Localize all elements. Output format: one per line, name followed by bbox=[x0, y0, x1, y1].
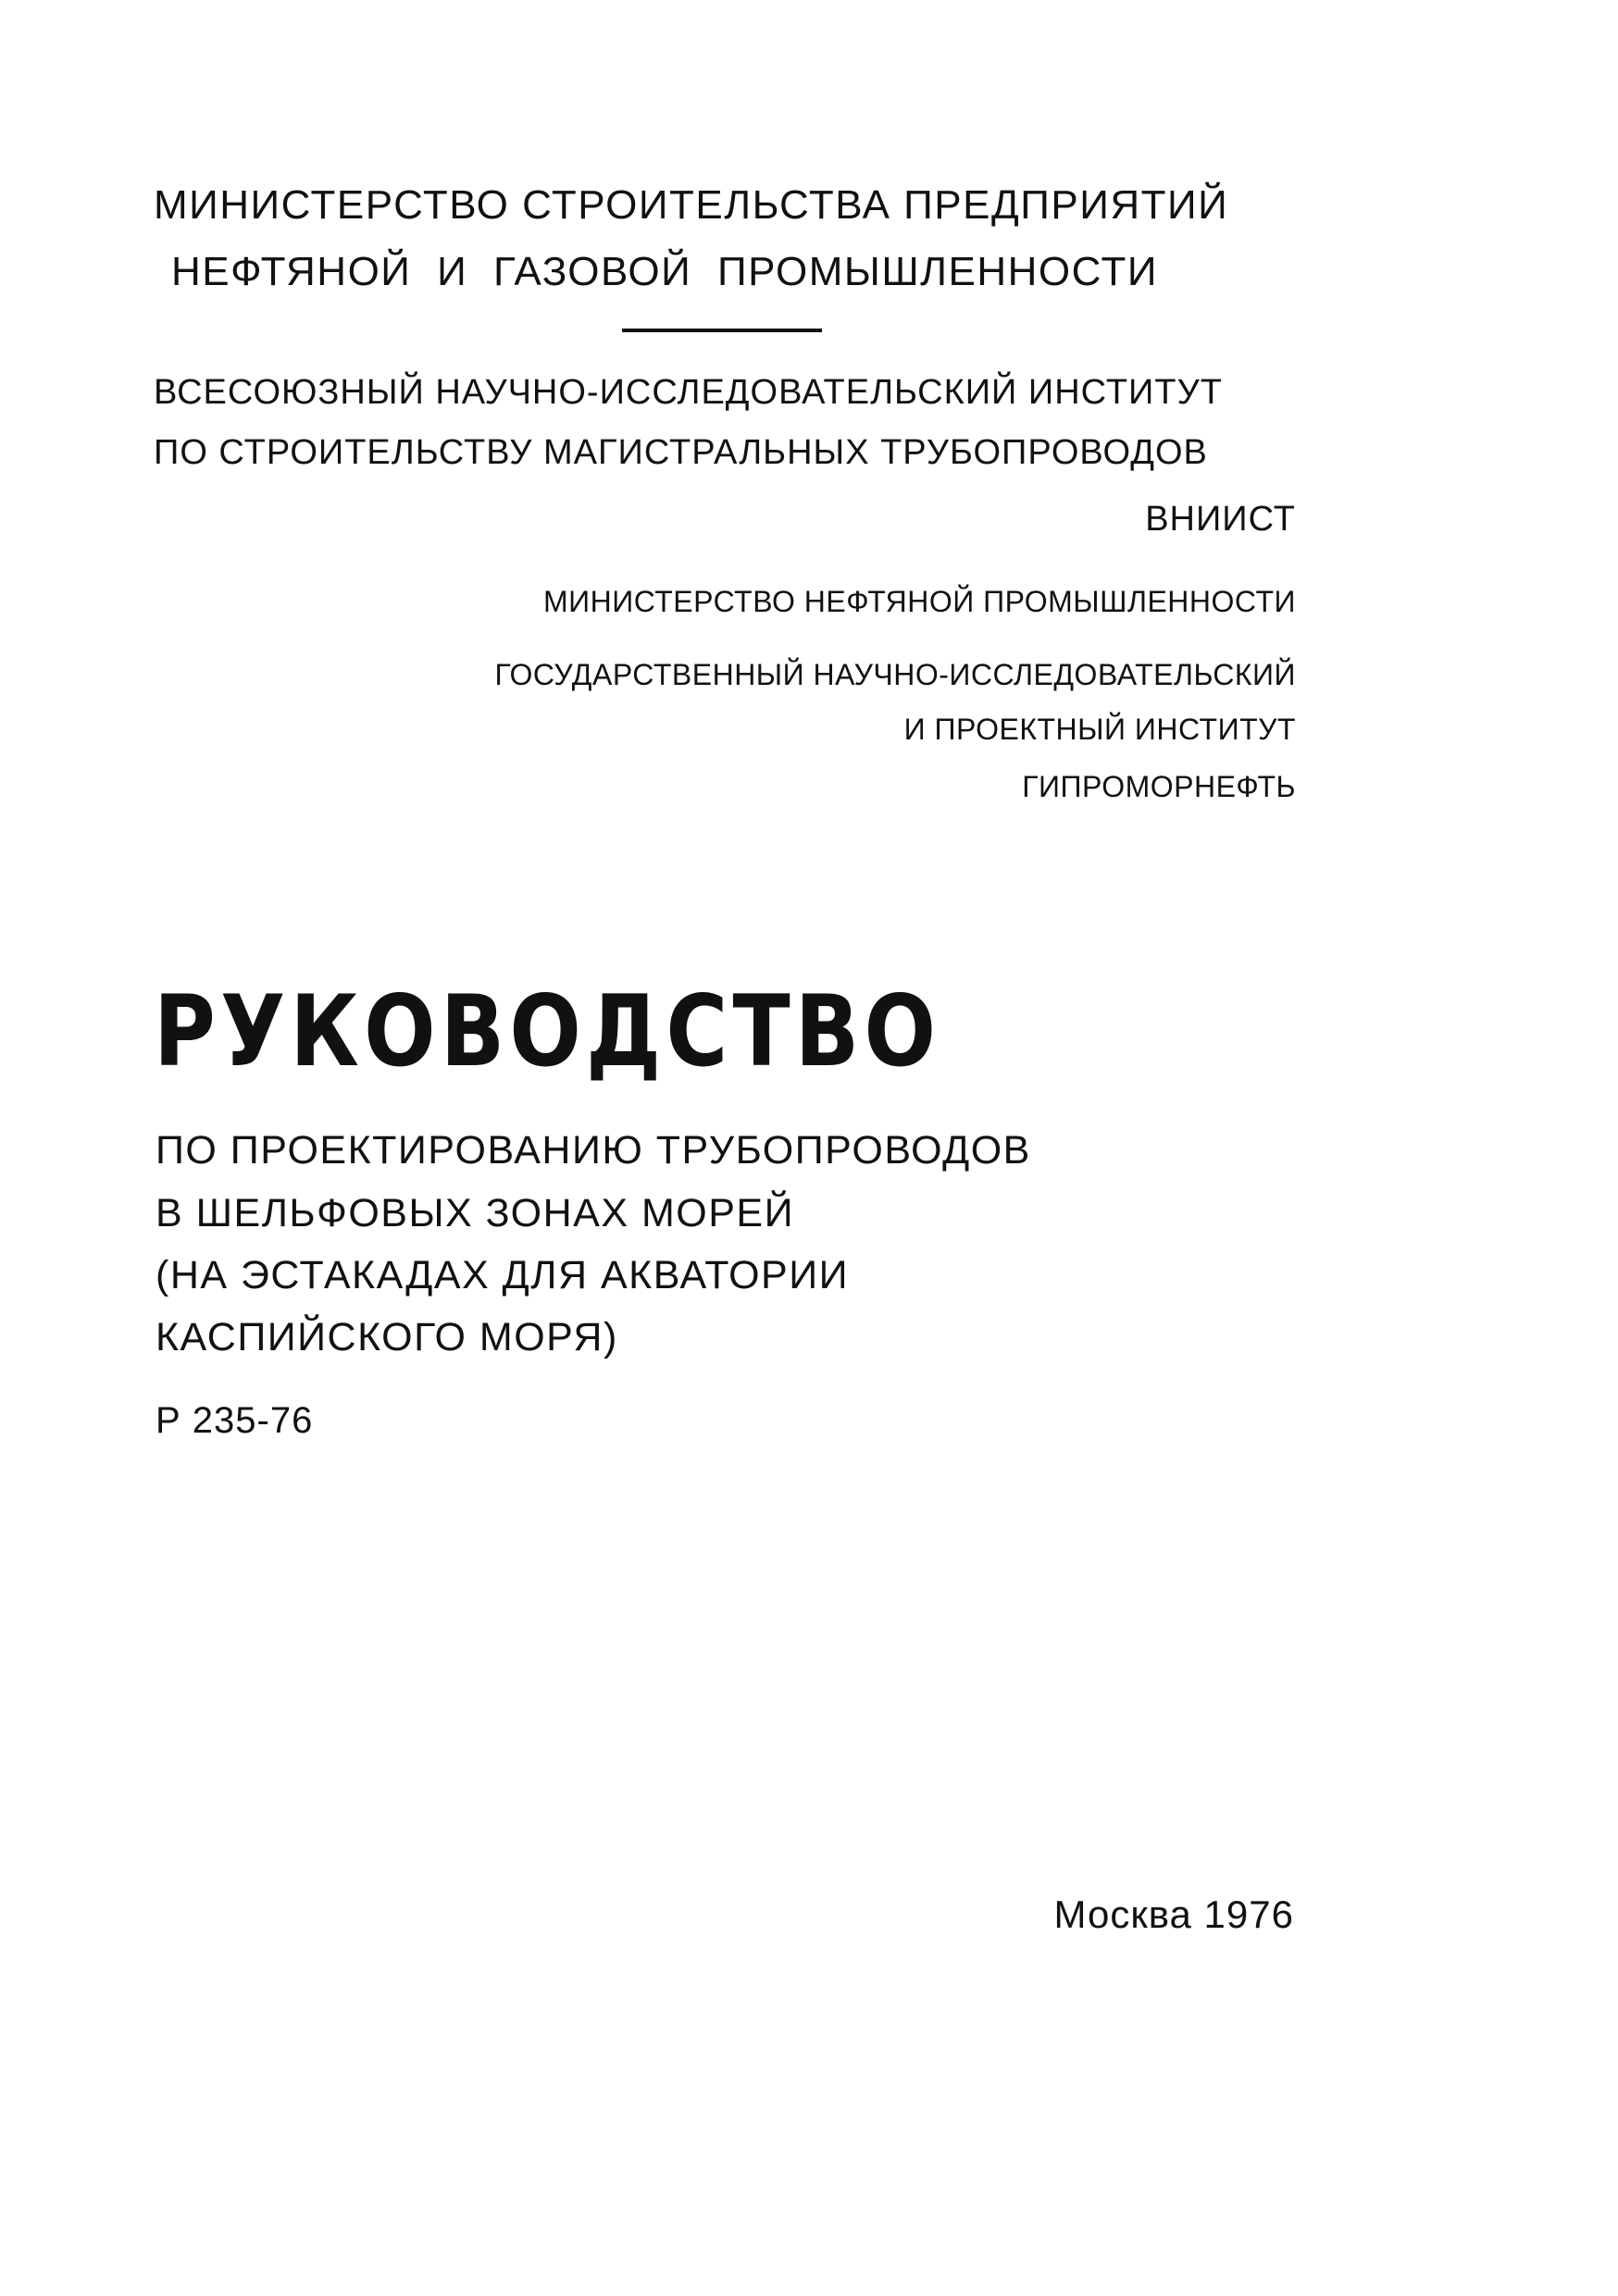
gipromorneft-abbreviation: ГИПРОМОРНЕФТЬ bbox=[1022, 770, 1296, 803]
vniist-name-line-1: ВСЕСОЮЗНЫЙ НАУЧНО-ИССЛЕДОВАТЕЛЬСКИЙ ИНСТИТУТ bbox=[154, 373, 1223, 412]
document-title: РУКОВОДСТВО bbox=[154, 974, 941, 1088]
document-code: Р 235-76 bbox=[156, 1400, 314, 1441]
second-ministry-name: МИНИСТЕРСТВО НЕФТЯНОЙ ПРОМЫШЛЕННОСТИ bbox=[542, 585, 1296, 618]
ministry-name-line-2: НЕФТЯНОЙ И ГАЗОВОЙ ПРОМЫШЛЕННОСТИ bbox=[171, 249, 1158, 294]
ministry-name-line-1: МИНИСТЕРСТВО СТРОИТЕЛЬСТВА ПРЕДПРИЯТИЙ bbox=[154, 182, 1229, 228]
document-subtitle-line-1: ПО ПРОЕКТИРОВАНИЮ ТРУБОПРОВОДОВ bbox=[156, 1128, 1031, 1173]
vniist-abbreviation: ВНИИСТ bbox=[1145, 500, 1296, 539]
gipromorneft-name-line-1: ГОСУДАРСТВЕННЫЙ НАУЧНО-ИССЛЕДОВАТЕЛЬСКИЙ bbox=[494, 658, 1296, 691]
document-subtitle-line-4: КАСПИЙСКОГО МОРЯ) bbox=[156, 1315, 618, 1359]
vniist-name-line-2: ПО СТРОИТЕЛЬСТВУ МАГИСТРАЛЬНЫХ ТРУБОПРОВОДОВ bbox=[154, 433, 1208, 472]
header-divider bbox=[622, 329, 822, 332]
publication-place-year: Москва 1976 bbox=[1053, 1893, 1294, 1936]
gipromorneft-name-line-2: И ПРОЕКТНЫЙ ИНСТИТУТ bbox=[903, 713, 1296, 746]
document-subtitle-line-3: (НА ЭСТАКАДАХ ДЛЯ АКВАТОРИИ bbox=[156, 1253, 850, 1297]
document-subtitle-line-2: В ШЕЛЬФОВЫХ ЗОНАХ МОРЕЙ bbox=[156, 1191, 794, 1235]
